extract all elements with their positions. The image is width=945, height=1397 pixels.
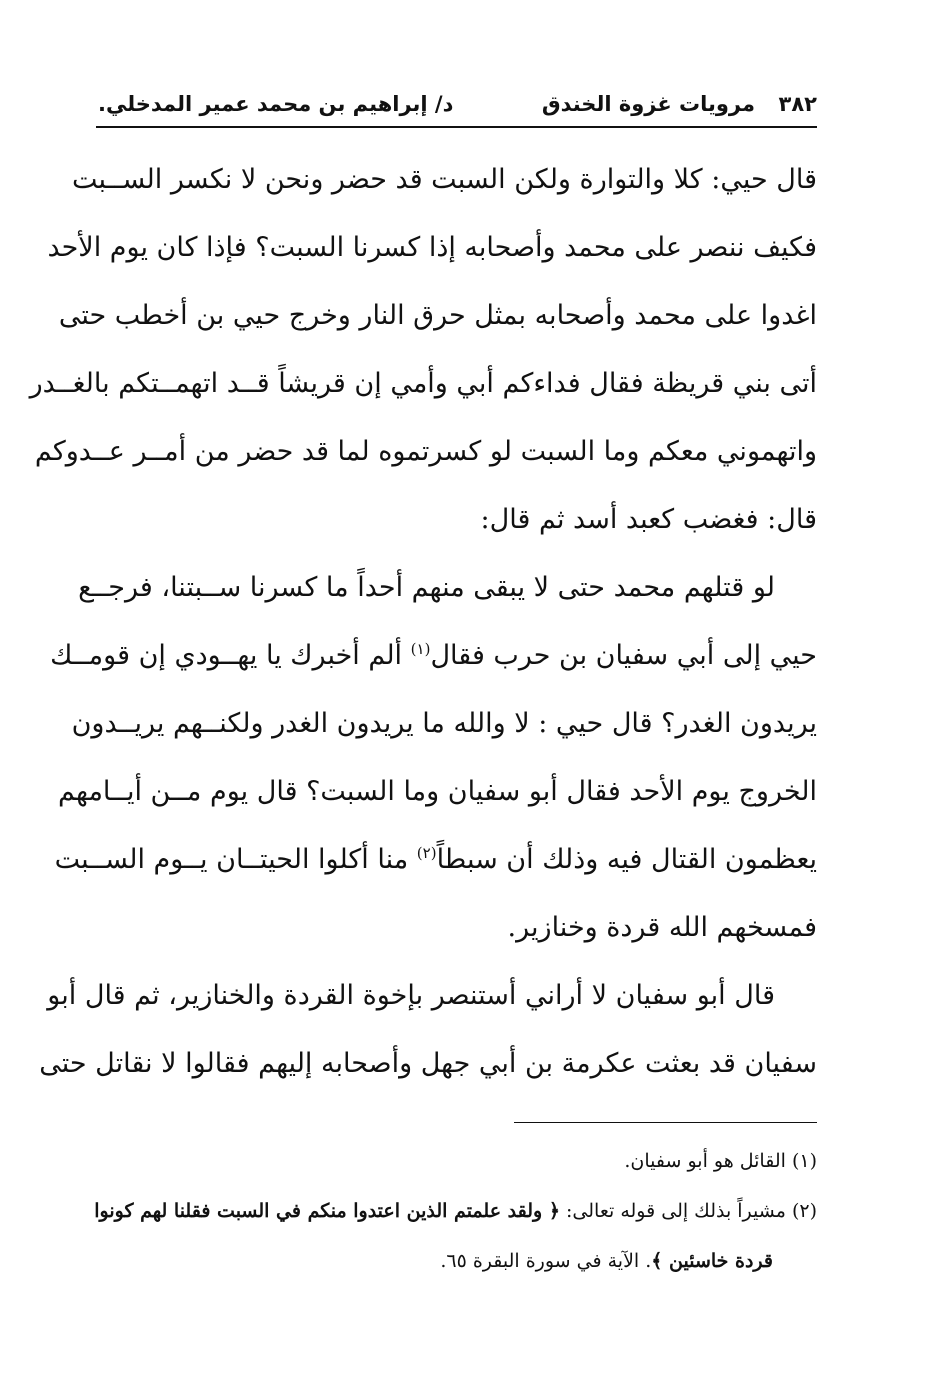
- text-line: قال حيي: كلا والتوارة ولكن السبت قد حضر ونحن لا نكسر الســبت: [71, 164, 817, 195]
- footnote-marker: (٢): [416, 844, 437, 862]
- body-text: [29, 146, 817, 1098]
- header-rule: [96, 126, 817, 128]
- footnote-text: . الآية في سورة البقرة ٦٥.: [440, 1250, 652, 1272]
- text-line: قال أبو سفيان لا أراني أستنصر بإخوة القردة والخنازير، ثم قال أبو: [47, 980, 775, 1011]
- book-title: مرويات غزوة الخندق: [541, 92, 755, 116]
- footnotes: [94, 1136, 817, 1286]
- text-line: يريدون الغدر؟ قال حيي : لا والله ما يريدون الغدر ولكنــهم يريــدون: [71, 708, 817, 739]
- text-run: حيي إلى أبي سفيان بن حرب فقال: [430, 640, 817, 671]
- text-run: منا أكلوا الحيتــان يــوم الســبت: [54, 844, 417, 875]
- text-line: قال: فغضب كعبد أسد ثم قال:: [480, 504, 817, 535]
- text-line: أتى بني قريظة فقال فداءكم أبي وأمي إن قريشاً قــد اتهمــتكم بالغــدر: [29, 368, 817, 399]
- author-name: د/ إبراهيم بن محمد عمير المدخلي.: [98, 92, 454, 116]
- quran-quote-end: قردة خاسئين ﴾: [651, 1250, 773, 1272]
- footnote-marker: (١): [410, 640, 431, 658]
- text-line: اغدوا على محمد وأصحابه بمثل حرق النار وخرج حيي بن أخطب حتى: [58, 300, 817, 331]
- footnote-2: [94, 1186, 817, 1236]
- quran-quote: ﴿ ولقد علمتم الذين اعتدوا منكم في السبت فقلنا لهم كونوا: [94, 1200, 560, 1222]
- footnote-rule: [514, 1122, 817, 1123]
- text-line: لو قتلهم محمد حتى لا يبقى منهم أحداً ما كسرنا ســبتنا، فرجــع: [78, 572, 775, 603]
- text-line: سفيان قد بعثت عكرمة بن أبي جهل وأصحابه إليهم فقالوا لا نقاتل حتى: [39, 1048, 817, 1079]
- page-number: ٣٨٢: [778, 92, 817, 116]
- text-line: فمسخهم الله قردة وخنازير.: [507, 912, 817, 943]
- running-header: [98, 90, 817, 126]
- text-line: فكيف ننصر على محمد وأصحابه إذا كسرنا السبت؟ فإذا كان يوم الأحد: [47, 232, 817, 263]
- text-line: [50, 622, 817, 690]
- footnote-2-continued: [100, 1236, 817, 1286]
- text-run: يعظمون القتال فيه وذلك أن سبطاً: [436, 844, 817, 875]
- footnote-1: (١) القائل هو أبو سفيان.: [624, 1150, 817, 1172]
- text-line: الخروج يوم الأحد فقال أبو سفيان وما السبت؟ قال يوم مــن أيــامهم: [58, 776, 817, 807]
- footnote-text: (٢) مشيراً بذلك إلى قوله تعالى:: [559, 1200, 817, 1222]
- text-run: ألم أخبرك يا يهــودي إن قومــك: [50, 640, 411, 671]
- text-line: واتهموني معكم وما السبت لو كسرتموه لما قد حضر من أمــر عــدوكم: [34, 436, 817, 467]
- text-line: [54, 826, 817, 894]
